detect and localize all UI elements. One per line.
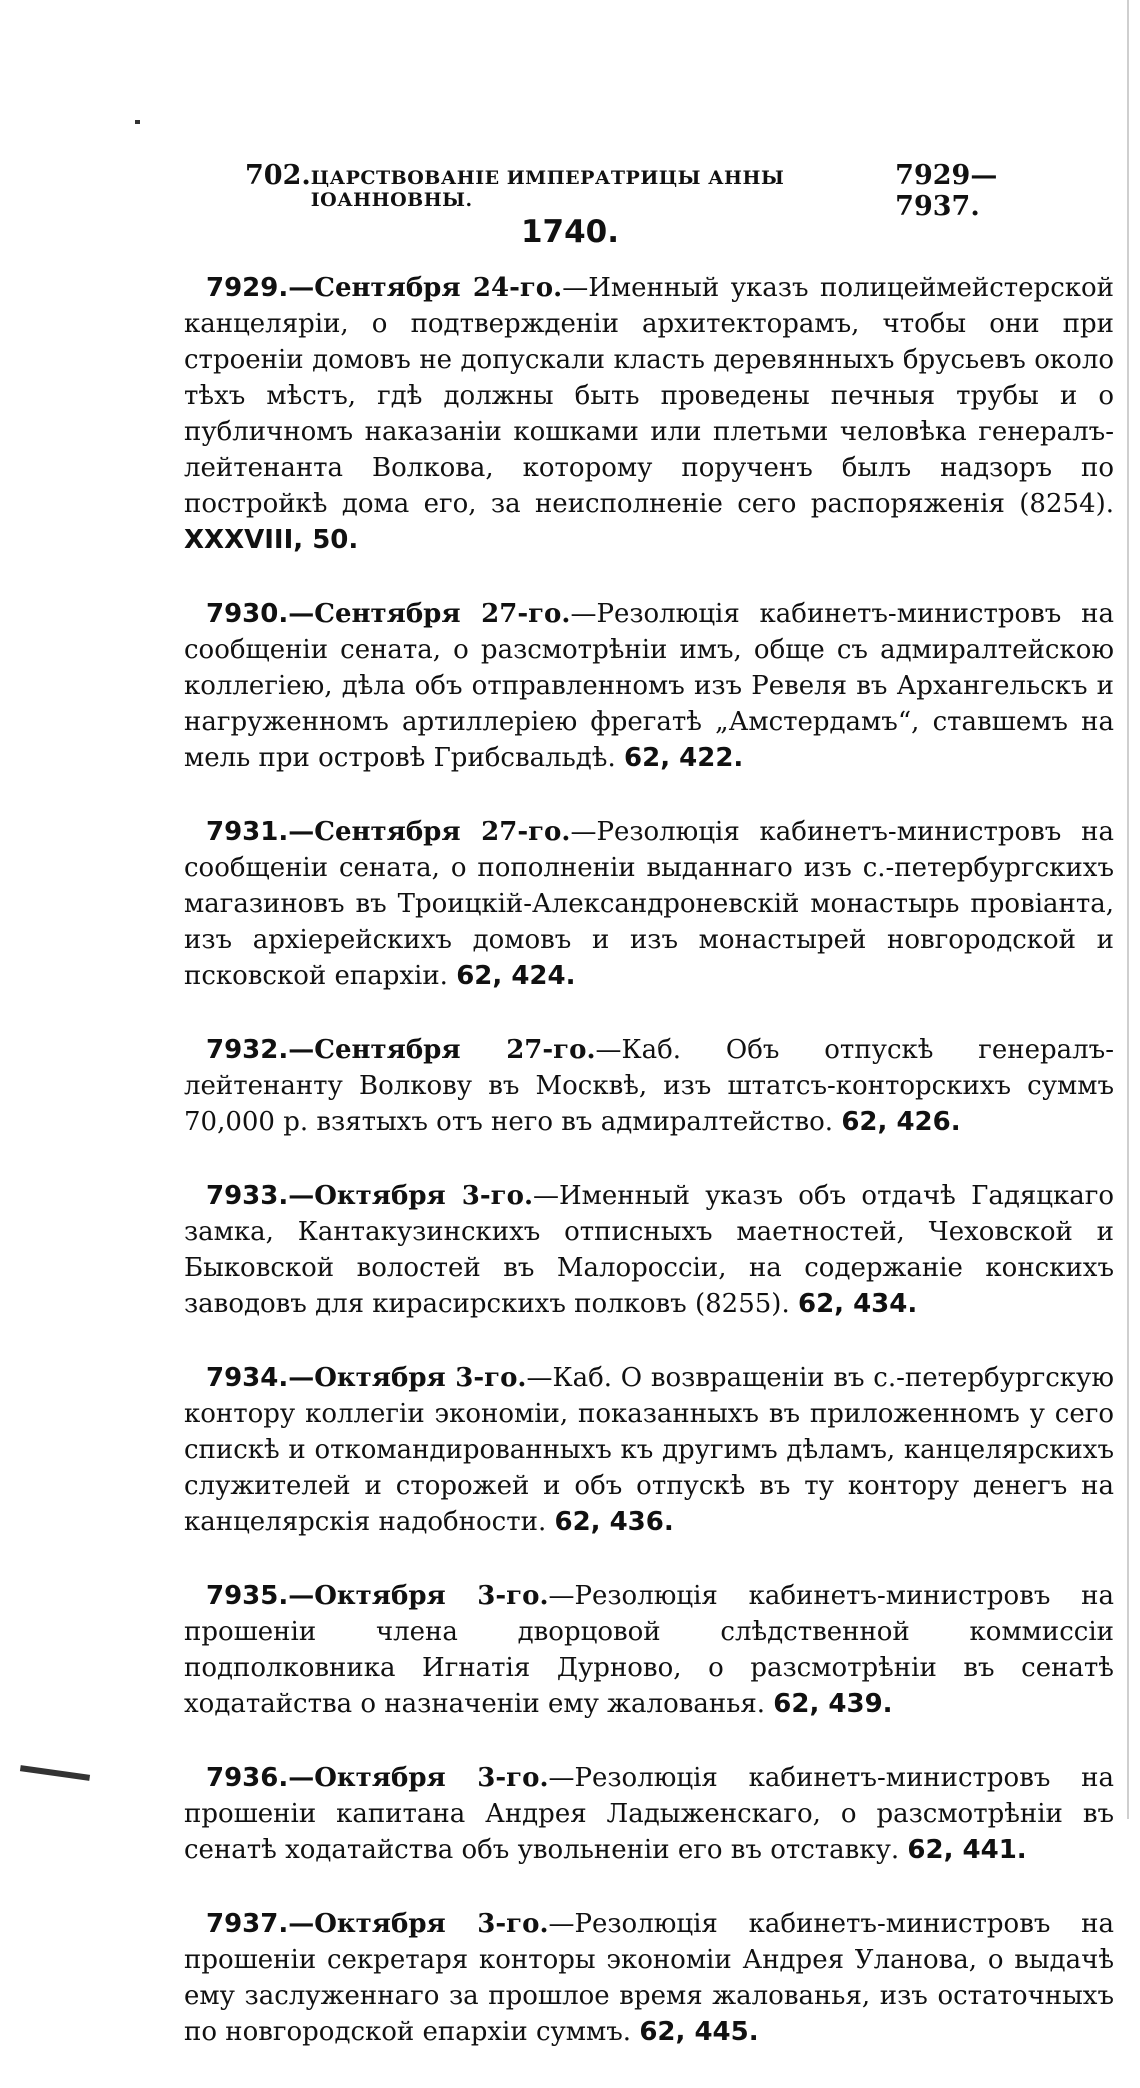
entry-text: —Резолюція кабинетъ-министровъ на прошеніи члена дворцовой слѣдственной коммиссіи подполковника Игнатія Дурново, о разсмотрѣніи въ сенатѣ ходатайства о назначеніи ему жалованья. — [184, 1581, 1114, 1719]
running-title: ЦАРСТВОВАНІЕ ИМПЕРАТРИЦЫ АННЫ ІОАННОВНЫ. — [310, 167, 785, 211]
entry-text: —Каб. О возвращеніи въ с.-петербургскую контору коллегіи экономіи, показанныхъ въ приложенномъ у сего спискѣ и откомандированныхъ къ другимъ дѣламъ, канцелярскихъ служителей и сторожей и объ отпускѣ въ ту контору денегъ на канцелярскія надобности. — [184, 1363, 1114, 1537]
entry-date: —Октября 3-го. — [288, 1763, 549, 1793]
entry-text: —Именный указъ полицеймейстерской канцеляріи, о подтвержденіи архитекторамъ, чтобы они при строеніи домовъ не допускали класть деревянныхъ брусьевъ около тѣхъ мѣстъ, гдѣ должны быть проведены печныя трубы и о публичномъ наказаніи кошками или плетьми человѣка генералъ-лейтенанта Волкова, которому порученъ былъ надзоръ по постройкѣ дома его, за неисполненіе сего распоряженія (8254). — [184, 273, 1114, 519]
entry-date: —Октября 3-го. — [288, 1181, 533, 1211]
entry-reference: 62, 439. — [773, 1689, 893, 1719]
entry-reference: 62, 436. — [554, 1507, 674, 1537]
entry-date: —Октября 3-го. — [288, 1909, 549, 1939]
entry-reference: 62, 434. — [797, 1289, 918, 1319]
entry-reference: 62, 445. — [639, 2017, 759, 2047]
entry-number: 7934. — [206, 1363, 289, 1393]
entry-date: —Октября 3-го. — [288, 1363, 527, 1393]
entry-7933 — [184, 1178, 1114, 1322]
entry-reference: XXXVIII, 50. — [184, 525, 359, 555]
entry-number: 7935. — [206, 1581, 289, 1611]
entry-7936 — [184, 1760, 1114, 1868]
entry-7931 — [184, 814, 1114, 994]
entry-text: —Резолюція кабинетъ-министровъ на сообщеніи сената, о разсмотрѣніи имъ, обще съ адмиралтейскою коллегіею, дѣла объ отправленномъ изъ Ревеля въ Архангельскъ и нагруженномъ артиллеріею фрегатѣ „Амстердамъ“, ставшемъ на мель при островѣ Грибсвальдѣ. — [184, 599, 1114, 773]
entry-number: 7930. — [206, 599, 289, 629]
entry-number: 7936. — [206, 1763, 289, 1793]
entry-date: —Сентября 27-го. — [288, 599, 571, 629]
entry-date: —Сентября 27-го. — [288, 817, 571, 847]
entry-date: —Сентября 27-го. — [288, 1035, 596, 1065]
entry-reference: 62, 422. — [624, 743, 744, 773]
entry-7930 — [184, 596, 1114, 776]
entry-number: 7929. — [206, 273, 289, 303]
entry-number: 7933. — [206, 1181, 289, 1211]
entry-7935 — [184, 1578, 1114, 1722]
entry-date: —Октября 3-го. — [288, 1581, 549, 1611]
entry-7937 — [184, 1906, 1114, 2050]
entry-reference: 62, 424. — [456, 961, 576, 991]
entry-7929 — [184, 270, 1114, 558]
entry-reference: 62, 426. — [841, 1107, 961, 1137]
page-edge-line — [1127, 0, 1129, 1819]
entry-reference: 62, 441. — [907, 1835, 1027, 1865]
entry-number: 7932. — [206, 1035, 289, 1065]
entries-list — [184, 270, 1114, 2088]
entry-text: —Резолюція кабинетъ-министровъ на прошеніи капитана Андрея Ладыженскаго, о разсмотрѣніи въ сенатѣ ходатайства объ увольненіи его въ отставку. — [184, 1763, 1114, 1865]
entry-7932 — [184, 1032, 1114, 1140]
entry-text: —Резолюція кабинетъ-министровъ на сообщеніи сената, о пополненіи выданнаго изъ с.-петербургскихъ магазиновъ въ Троицкій-Александроневскій монастырь провіанта, изъ архіерейскихъ домовъ и изъ монастырей новгородской и псковской епархіи. — [184, 817, 1114, 991]
entry-range: 7929—7937. — [895, 160, 998, 222]
entry-number: 7931. — [206, 817, 289, 847]
scan-mark — [20, 1765, 90, 1781]
page-number: 702. — [245, 160, 311, 191]
running-head — [245, 160, 1065, 222]
scan-speck — [135, 120, 140, 124]
entry-date: —Сентября 24-го. — [288, 273, 563, 303]
entry-text: —Именный указъ объ отдачѣ Гадяцкаго замка, Кантакузинскихъ отписныхъ маетностей, Чеховской и Быковской волостей въ Малороссіи, на содержаніе конскихъ заводовъ для кирасирскихъ полковъ (8255). — [184, 1181, 1114, 1319]
entry-7934 — [184, 1360, 1114, 1540]
entry-number: 7937. — [206, 1909, 289, 1939]
entry-text: —Резолюція кабинетъ-министровъ на прошеніи секретаря конторы экономіи Андрея Уланова, о выдачѣ ему заслуженнаго за прошлое время жалованья, изъ остаточныхъ по новгородской епархіи суммъ. — [184, 1909, 1114, 2047]
year-heading: 1740. — [520, 214, 620, 250]
entry-text: —Каб. Объ отпускѣ генералъ-лейтенанту Волкову въ Москвѣ, изъ штатсъ-конторскихъ суммъ 70,000 р. взятыхъ отъ него въ адмиралтейство. — [184, 1035, 1114, 1137]
